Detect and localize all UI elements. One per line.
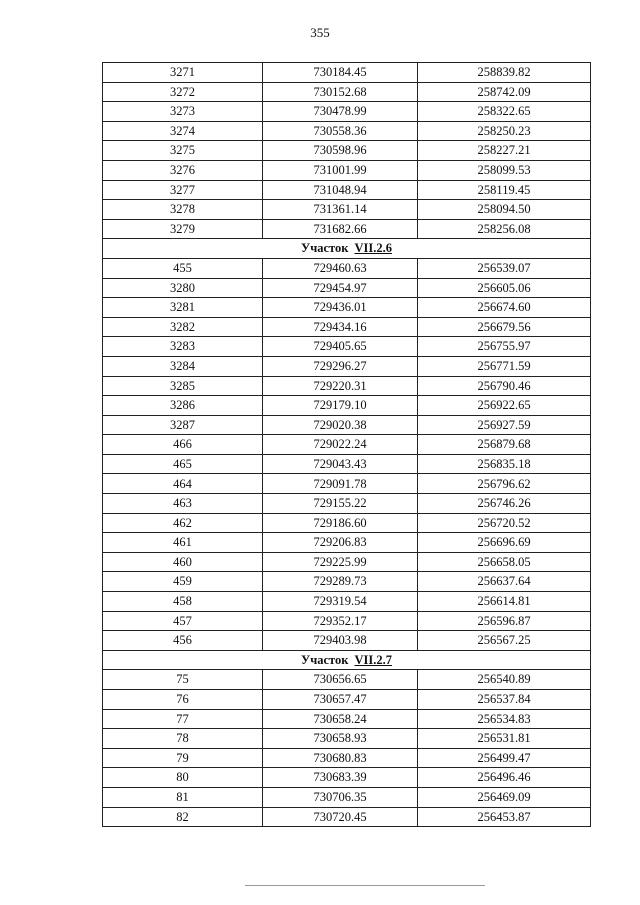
footer-divider xyxy=(245,885,485,886)
table-row xyxy=(103,513,591,533)
y-coordinate-cell: 258094.50 xyxy=(418,200,591,220)
point-number-cell: 3277 xyxy=(103,180,263,200)
point-number-cell: 458 xyxy=(103,592,263,612)
y-coordinate-cell: 256540.89 xyxy=(418,670,591,690)
point-number-cell: 3276 xyxy=(103,160,263,180)
x-coordinate-cell: 730184.45 xyxy=(263,63,418,83)
point-number-cell: 3275 xyxy=(103,141,263,161)
y-coordinate-cell: 258742.09 xyxy=(418,82,591,102)
table-row xyxy=(103,787,591,807)
table-row xyxy=(103,102,591,122)
x-coordinate-cell: 730558.36 xyxy=(263,121,418,141)
y-coordinate-cell: 256637.64 xyxy=(418,572,591,592)
point-number-cell: 3285 xyxy=(103,376,263,396)
x-coordinate-cell: 729403.98 xyxy=(263,631,418,651)
x-coordinate-cell: 729454.97 xyxy=(263,278,418,298)
x-coordinate-cell: 731361.14 xyxy=(263,200,418,220)
table-row xyxy=(103,631,591,651)
section-code: VII.2.6 xyxy=(354,241,392,256)
x-coordinate-cell: 729022.24 xyxy=(263,435,418,455)
y-coordinate-cell: 258256.08 xyxy=(418,219,591,239)
point-number-cell: 3271 xyxy=(103,63,263,83)
table-row xyxy=(103,552,591,572)
table-row xyxy=(103,121,591,141)
table-row xyxy=(103,180,591,200)
table-row xyxy=(103,396,591,416)
y-coordinate-cell: 256537.84 xyxy=(418,690,591,710)
y-coordinate-cell: 256596.87 xyxy=(418,611,591,631)
table-row xyxy=(103,278,591,298)
table-row xyxy=(103,200,591,220)
point-number-cell: 78 xyxy=(103,729,263,749)
section-header-row xyxy=(103,650,591,670)
x-coordinate-cell: 729319.54 xyxy=(263,592,418,612)
point-number-cell: 3286 xyxy=(103,396,263,416)
y-coordinate-cell: 256755.97 xyxy=(418,337,591,357)
section-title xyxy=(103,239,591,259)
table-row xyxy=(103,160,591,180)
point-number-cell: 3274 xyxy=(103,121,263,141)
point-number-cell: 466 xyxy=(103,435,263,455)
x-coordinate-cell: 729296.27 xyxy=(263,356,418,376)
y-coordinate-cell: 258250.23 xyxy=(418,121,591,141)
point-number-cell: 76 xyxy=(103,690,263,710)
y-coordinate-cell: 258839.82 xyxy=(418,63,591,83)
point-number-cell: 460 xyxy=(103,552,263,572)
point-number-cell: 464 xyxy=(103,474,263,494)
point-number-cell: 3281 xyxy=(103,298,263,318)
x-coordinate-cell: 730658.24 xyxy=(263,709,418,729)
y-coordinate-cell: 256567.25 xyxy=(418,631,591,651)
y-coordinate-cell: 256531.81 xyxy=(418,729,591,749)
table-row xyxy=(103,592,591,612)
point-number-cell: 81 xyxy=(103,787,263,807)
point-number-cell: 457 xyxy=(103,611,263,631)
point-number-cell: 75 xyxy=(103,670,263,690)
y-coordinate-cell: 258227.21 xyxy=(418,141,591,161)
table-row xyxy=(103,494,591,514)
table-row xyxy=(103,63,591,83)
point-number-cell: 3280 xyxy=(103,278,263,298)
table-row xyxy=(103,317,591,337)
table-row xyxy=(103,82,591,102)
point-number-cell: 3273 xyxy=(103,102,263,122)
table-row xyxy=(103,356,591,376)
section-code: VII.2.7 xyxy=(354,652,392,667)
table-row xyxy=(103,435,591,455)
y-coordinate-cell: 256496.46 xyxy=(418,768,591,788)
table-row xyxy=(103,572,591,592)
y-coordinate-cell: 258099.53 xyxy=(418,160,591,180)
table-row xyxy=(103,807,591,827)
point-number-cell: 3279 xyxy=(103,219,263,239)
y-coordinate-cell: 256922.65 xyxy=(418,396,591,416)
point-number-cell: 3278 xyxy=(103,200,263,220)
section-label: Участок xyxy=(301,652,349,667)
y-coordinate-cell: 256469.09 xyxy=(418,787,591,807)
point-number-cell: 3287 xyxy=(103,415,263,435)
point-number-cell: 3284 xyxy=(103,356,263,376)
x-coordinate-cell: 731001.99 xyxy=(263,160,418,180)
y-coordinate-cell: 258119.45 xyxy=(418,180,591,200)
point-number-cell: 465 xyxy=(103,454,263,474)
y-coordinate-cell: 256879.68 xyxy=(418,435,591,455)
point-number-cell: 79 xyxy=(103,748,263,768)
y-coordinate-cell: 256746.26 xyxy=(418,494,591,514)
y-coordinate-cell: 256927.59 xyxy=(418,415,591,435)
x-coordinate-cell: 729179.10 xyxy=(263,396,418,416)
x-coordinate-cell: 730706.35 xyxy=(263,787,418,807)
x-coordinate-cell: 729220.31 xyxy=(263,376,418,396)
x-coordinate-cell: 730680.83 xyxy=(263,748,418,768)
point-number-cell: 462 xyxy=(103,513,263,533)
x-coordinate-cell: 729434.16 xyxy=(263,317,418,337)
table-row xyxy=(103,709,591,729)
x-coordinate-cell: 730598.96 xyxy=(263,141,418,161)
y-coordinate-cell: 256539.07 xyxy=(418,258,591,278)
x-coordinate-cell: 729436.01 xyxy=(263,298,418,318)
x-coordinate-cell: 729043.43 xyxy=(263,454,418,474)
point-number-cell: 463 xyxy=(103,494,263,514)
y-coordinate-cell: 256696.69 xyxy=(418,533,591,553)
section-title xyxy=(103,650,591,670)
table-row xyxy=(103,768,591,788)
y-coordinate-cell: 256796.62 xyxy=(418,474,591,494)
point-number-cell: 82 xyxy=(103,807,263,827)
y-coordinate-cell: 256499.47 xyxy=(418,748,591,768)
table-row xyxy=(103,690,591,710)
y-coordinate-cell: 256720.52 xyxy=(418,513,591,533)
page-number: 355 xyxy=(310,25,330,40)
y-coordinate-cell: 256679.56 xyxy=(418,317,591,337)
table-row xyxy=(103,729,591,749)
x-coordinate-cell: 731048.94 xyxy=(263,180,418,200)
point-number-cell: 456 xyxy=(103,631,263,651)
x-coordinate-cell: 730152.68 xyxy=(263,82,418,102)
x-coordinate-cell: 729186.60 xyxy=(263,513,418,533)
point-number-cell: 459 xyxy=(103,572,263,592)
x-coordinate-cell: 729405.65 xyxy=(263,337,418,357)
table-row xyxy=(103,748,591,768)
y-coordinate-cell: 256605.06 xyxy=(418,278,591,298)
y-coordinate-cell: 256790.46 xyxy=(418,376,591,396)
table-row xyxy=(103,533,591,553)
table-row xyxy=(103,415,591,435)
x-coordinate-cell: 729206.83 xyxy=(263,533,418,553)
x-coordinate-cell: 730656.65 xyxy=(263,670,418,690)
x-coordinate-cell: 729225.99 xyxy=(263,552,418,572)
point-number-cell: 77 xyxy=(103,709,263,729)
y-coordinate-cell: 258322.65 xyxy=(418,102,591,122)
y-coordinate-cell: 256835.18 xyxy=(418,454,591,474)
y-coordinate-cell: 256453.87 xyxy=(418,807,591,827)
point-number-cell: 3283 xyxy=(103,337,263,357)
table-row xyxy=(103,258,591,278)
x-coordinate-cell: 730683.39 xyxy=(263,768,418,788)
x-coordinate-cell: 729289.73 xyxy=(263,572,418,592)
y-coordinate-cell: 256534.83 xyxy=(418,709,591,729)
table-row xyxy=(103,141,591,161)
point-number-cell: 3272 xyxy=(103,82,263,102)
coordinates-table-body xyxy=(103,63,591,827)
point-number-cell: 455 xyxy=(103,258,263,278)
table-row xyxy=(103,611,591,631)
table-row xyxy=(103,337,591,357)
x-coordinate-cell: 730658.93 xyxy=(263,729,418,749)
x-coordinate-cell: 729020.38 xyxy=(263,415,418,435)
section-label: Участок xyxy=(301,241,349,256)
x-coordinate-cell: 729460.63 xyxy=(263,258,418,278)
table-row xyxy=(103,474,591,494)
x-coordinate-cell: 729352.17 xyxy=(263,611,418,631)
x-coordinate-cell: 730478.99 xyxy=(263,102,418,122)
table-row xyxy=(103,454,591,474)
coordinates-table xyxy=(102,62,591,827)
x-coordinate-cell: 730720.45 xyxy=(263,807,418,827)
table-row xyxy=(103,219,591,239)
x-coordinate-cell: 729155.22 xyxy=(263,494,418,514)
y-coordinate-cell: 256614.81 xyxy=(418,592,591,612)
y-coordinate-cell: 256674.60 xyxy=(418,298,591,318)
point-number-cell: 3282 xyxy=(103,317,263,337)
table-row xyxy=(103,670,591,690)
x-coordinate-cell: 729091.78 xyxy=(263,474,418,494)
point-number-cell: 80 xyxy=(103,768,263,788)
table-row xyxy=(103,376,591,396)
section-header-row xyxy=(103,239,591,259)
x-coordinate-cell: 731682.66 xyxy=(263,219,418,239)
table-row xyxy=(103,298,591,318)
x-coordinate-cell: 730657.47 xyxy=(263,690,418,710)
y-coordinate-cell: 256658.05 xyxy=(418,552,591,572)
y-coordinate-cell: 256771.59 xyxy=(418,356,591,376)
point-number-cell: 461 xyxy=(103,533,263,553)
